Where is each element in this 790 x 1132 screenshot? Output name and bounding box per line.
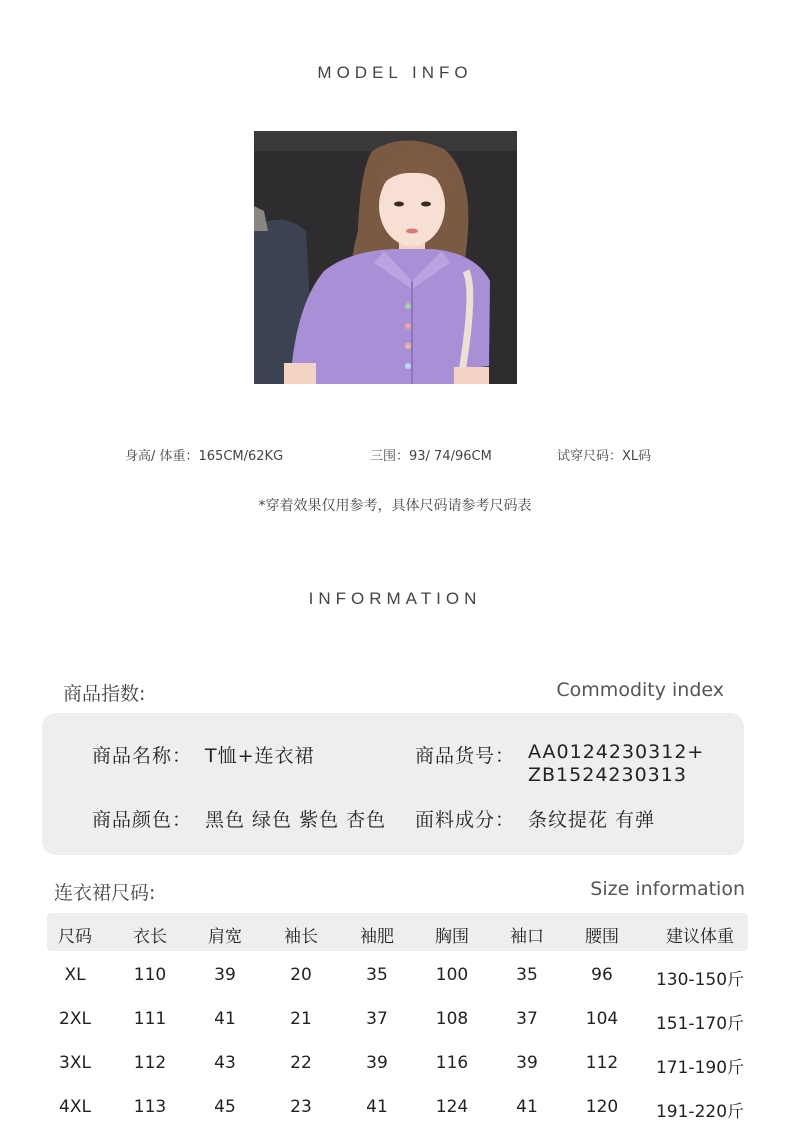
size-cell: 110 xyxy=(133,965,167,985)
fabric-label: 面料成分： xyxy=(415,809,516,831)
size-cell: 112 xyxy=(585,1053,619,1073)
size-cell: 104 xyxy=(585,1009,619,1029)
size-cell: 100 xyxy=(435,965,469,985)
size-label-cn: 连衣裙尺码: xyxy=(54,882,156,904)
commodity-label-en: Commodity index xyxy=(556,679,724,701)
size-cell: 116 xyxy=(435,1053,469,1073)
item-no-label: 商品货号： xyxy=(415,745,516,767)
size-cell: 43 xyxy=(214,1053,236,1073)
model-photo-illustration xyxy=(254,131,517,384)
size-cell: 35 xyxy=(366,965,388,985)
size-cell: 191-220斤 xyxy=(655,1102,745,1122)
size-header-cell: 袖肥 xyxy=(360,927,394,947)
size-cell: 171-190斤 xyxy=(655,1058,745,1078)
information-title: INFORMATION xyxy=(308,589,482,608)
size-cell: 108 xyxy=(435,1009,469,1029)
size-header-cell: 袖口 xyxy=(510,927,544,947)
size-cell: 20 xyxy=(290,965,312,985)
size-header-cell: 肩宽 xyxy=(208,927,242,947)
size-header-cell: 衣长 xyxy=(133,927,167,947)
size-cell: 113 xyxy=(133,1097,167,1117)
size-header-cell: 腰围 xyxy=(585,927,619,947)
size-cell: 35 xyxy=(516,965,538,985)
commodity-label-cn: 商品指数: xyxy=(63,683,146,705)
size-header-cell: 尺码 xyxy=(58,927,92,947)
size-header-cell: 建议体重 xyxy=(666,927,734,947)
product-name-value: T恤+连衣裙 xyxy=(205,745,315,767)
size-cell: 111 xyxy=(133,1009,167,1029)
model-photo xyxy=(254,131,517,384)
size-cell: 112 xyxy=(133,1053,167,1073)
fabric-value: 条纹提花 有弹 xyxy=(528,809,656,831)
size-cell: 130-150斤 xyxy=(655,970,745,990)
model-size-tried: 试穿尺码：XL码 xyxy=(557,449,652,464)
size-cell: 41 xyxy=(516,1097,538,1117)
size-cell: 41 xyxy=(366,1097,388,1117)
size-cell: 41 xyxy=(214,1009,236,1029)
size-cell: 39 xyxy=(516,1053,538,1073)
size-cell: 124 xyxy=(435,1097,469,1117)
size-cell: 23 xyxy=(290,1097,312,1117)
color-value: 黑色 绿色 紫色 杏色 xyxy=(205,809,387,831)
size-header-cell: 袖长 xyxy=(284,927,318,947)
size-cell: 39 xyxy=(214,965,236,985)
size-cell: 3XL xyxy=(59,1053,91,1073)
size-cell: 39 xyxy=(366,1053,388,1073)
size-cell: 4XL xyxy=(59,1097,91,1117)
model-info-title: MODEL INFO xyxy=(317,63,473,82)
model-measurements: 三围：93/ 74/96CM xyxy=(370,449,492,464)
size-label-en: Size information xyxy=(590,878,745,900)
size-cell: 96 xyxy=(591,965,613,985)
item-no-line2: ZB1524230313 xyxy=(528,764,687,786)
size-cell: 2XL xyxy=(59,1009,91,1029)
color-label: 商品颜色： xyxy=(92,809,193,831)
size-cell: 37 xyxy=(366,1009,388,1029)
size-header-cell: 胸围 xyxy=(435,927,469,947)
size-cell: 22 xyxy=(290,1053,312,1073)
fit-note: *穿着效果仅用参考，具体尺码请参考尺码表 xyxy=(258,498,532,514)
size-cell: 120 xyxy=(585,1097,619,1117)
size-cell: XL xyxy=(64,965,86,985)
model-height-weight: 身高/ 体重：165CM/62KG xyxy=(125,449,284,464)
size-cell: 151-170斤 xyxy=(655,1014,745,1034)
size-cell: 37 xyxy=(516,1009,538,1029)
size-cell: 45 xyxy=(214,1097,236,1117)
product-name-label: 商品名称： xyxy=(92,745,193,767)
item-no-line1: AA0124230312+ xyxy=(528,741,705,763)
size-cell: 21 xyxy=(290,1009,312,1029)
